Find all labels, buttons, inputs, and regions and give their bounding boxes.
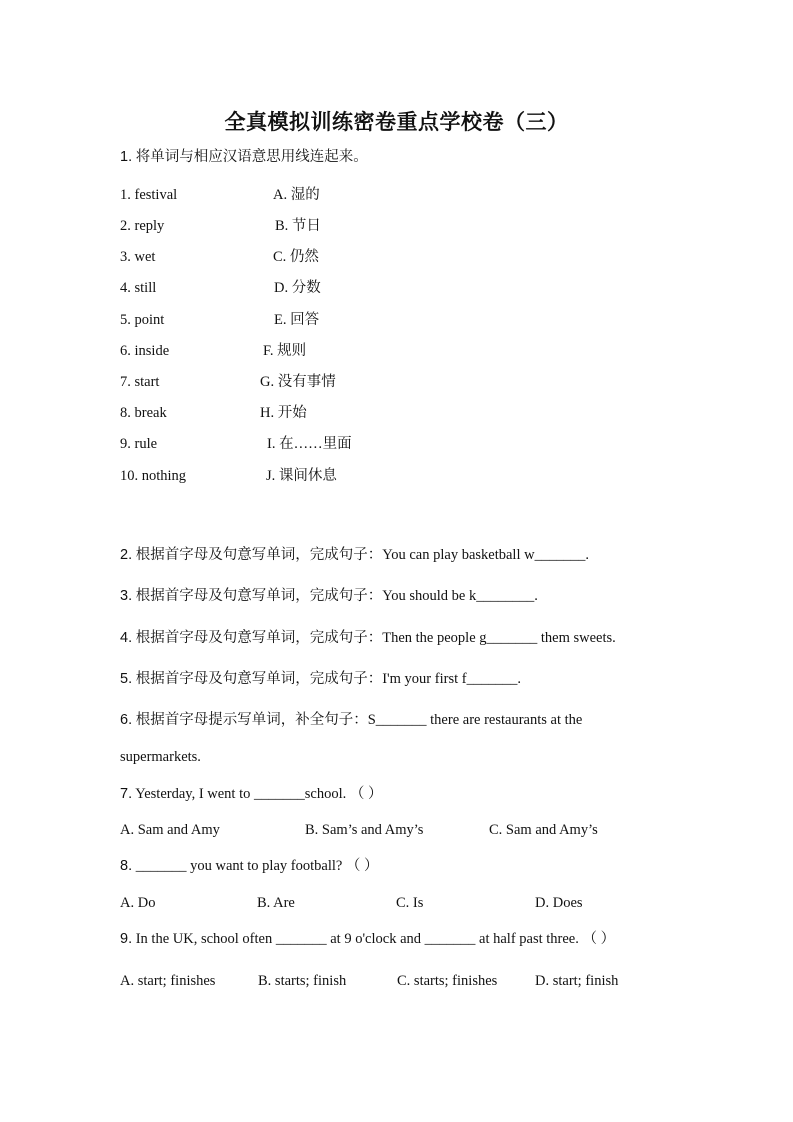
meaning-item: F. 规则 (263, 343, 307, 359)
q1-instruction-text: 将单词与相应汉语意思用线连起来。 (135, 149, 368, 165)
page-title: 全真模拟训练密卷重点学校卷（三） (224, 110, 569, 134)
question-number: 2. (120, 547, 133, 563)
meaning-item: E. 回答 (274, 312, 320, 328)
q1-instruction (120, 148, 368, 166)
word-item: 1. festival (120, 187, 178, 203)
word-item: 2. reply (120, 218, 165, 234)
question-text: Yesterday, I went to _______school. （ ） (135, 786, 383, 802)
meaning-item: I. 在……里面 (267, 436, 352, 452)
q9-option-c: C. starts; finishes (397, 973, 498, 989)
q9-option-d: D. start; finish (535, 973, 619, 989)
question-9 (120, 930, 615, 948)
question-6-continuation: supermarkets. (120, 749, 201, 765)
word-item: 9. rule (120, 436, 158, 452)
word-item: 10. nothing (120, 468, 187, 484)
meaning-item: A. 湿的 (273, 187, 320, 203)
question-text: _______ you want to play football? （ ） (135, 858, 379, 874)
meaning-item: H. 开始 (260, 405, 307, 421)
question-3 (120, 587, 538, 605)
q1-number: 1. (120, 149, 133, 165)
question-8 (120, 857, 379, 875)
question-number: 4. (120, 630, 133, 646)
word-item: 4. still (120, 280, 157, 296)
question-text: In the UK, school often _______ at 9 o'clock and _______ at half past three. （ ） (135, 931, 616, 947)
meaning-item: J. 课间休息 (266, 468, 337, 484)
meaning-item: B. 节日 (275, 218, 321, 234)
q7-option-b: B. Sam’s and Amy’s (305, 822, 424, 838)
word-item: 3. wet (120, 249, 156, 265)
question-text: 根据首字母及句意写单词，完成句子：I'm your first f_______. (135, 671, 521, 687)
q8-option-b: B. Are (257, 895, 295, 911)
word-item: 8. break (120, 405, 167, 421)
q9-option-a: A. start; finishes (120, 973, 216, 989)
q7-option-c: C. Sam and Amy’s (489, 822, 598, 838)
question-number: 7. (120, 786, 133, 802)
question-2 (120, 546, 589, 564)
question-number: 3. (120, 588, 133, 604)
q7-option-a: A. Sam and Amy (120, 822, 220, 838)
meaning-item: C. 仍然 (273, 249, 319, 265)
question-4 (120, 629, 616, 647)
question-number: 8. (120, 858, 133, 874)
question-6 (120, 711, 582, 729)
question-text: 根据首字母提示写单词，补全句子：S_______ there are restaurants at the (135, 712, 583, 728)
word-item: 5. point (120, 312, 165, 328)
q9-option-b: B. starts; finish (258, 973, 347, 989)
question-5 (120, 670, 521, 688)
meaning-item: D. 分数 (274, 280, 321, 296)
q8-option-c: C. Is (396, 895, 424, 911)
word-item: 7. start (120, 374, 160, 390)
meaning-item: G. 没有事情 (260, 374, 336, 390)
question-text: 根据首字母及句意写单词，完成句子：Then the people g_______ them sweets. (135, 630, 616, 646)
q8-option-a: A. Do (120, 895, 156, 911)
question-text: 根据首字母及句意写单词，完成句子：You should be k________. (135, 588, 538, 604)
question-7 (120, 785, 382, 803)
question-number: 6. (120, 712, 133, 728)
question-text: 根据首字母及句意写单词，完成句子：You can play basketball w_______. (135, 547, 589, 563)
question-number: 9. (120, 931, 133, 947)
question-number: 5. (120, 671, 133, 687)
word-item: 6. inside (120, 343, 170, 359)
q8-option-d: D. Does (535, 895, 583, 911)
